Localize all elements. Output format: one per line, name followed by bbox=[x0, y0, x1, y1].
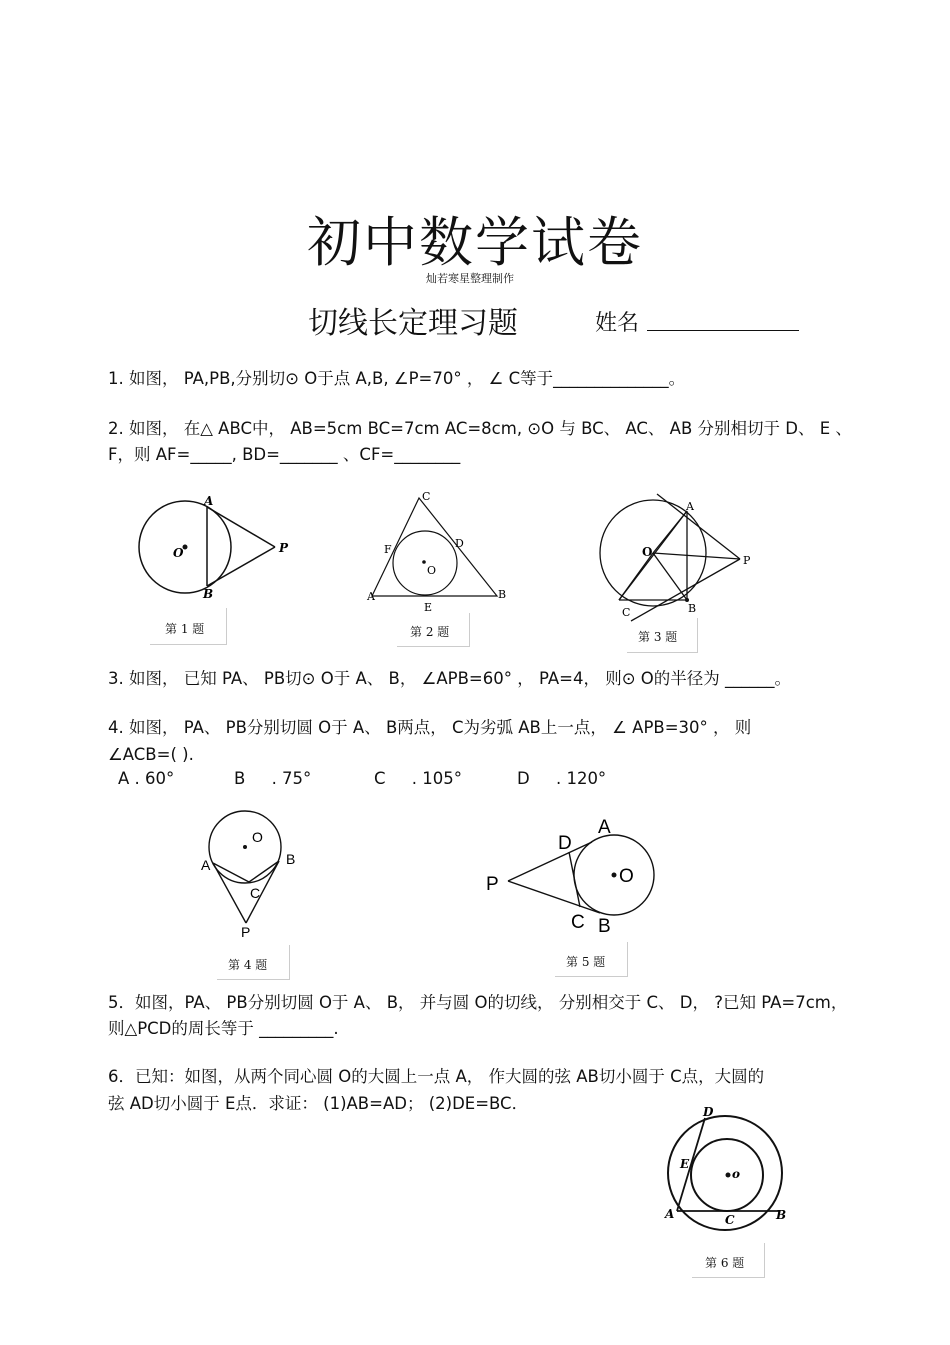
fig5-label-p: P bbox=[486, 874, 499, 895]
question-5-line-2: 则△PCD的周长等于 _________. bbox=[108, 1019, 339, 1038]
fig6-label-a: A bbox=[665, 1207, 675, 1221]
figure-2-caption: 第 2 题 bbox=[410, 625, 450, 639]
figure-2-diagram bbox=[362, 485, 512, 615]
fig5-label-c: C bbox=[571, 912, 585, 933]
option-b-value: . 75° bbox=[271, 769, 312, 788]
option-a-value: . 60° bbox=[134, 769, 175, 788]
fig5-label-b: B bbox=[598, 916, 611, 937]
fig1-label-b: B bbox=[203, 587, 214, 601]
question-6-line-2: 弦 AD切小圆于 E点．求证： (1)AB=AD； (2)DE=BC． bbox=[108, 1094, 529, 1113]
page-subtitle: 灿若寒星整理制作 bbox=[426, 272, 514, 285]
fig3-label-c: C bbox=[622, 606, 631, 619]
option-b[interactable] bbox=[234, 768, 311, 790]
option-c-value: . 105° bbox=[411, 769, 462, 788]
fig2-label-o: O bbox=[427, 564, 437, 577]
question-3: 3. 如图， 已知 PA、 PB切⊙ O于 A、 B， ∠APB=60° ， PA=4， 则⊙ O的半径为 ______。 bbox=[108, 669, 792, 688]
figure-3-caption: 第 3 题 bbox=[638, 630, 678, 644]
fig2-label-a: A bbox=[367, 590, 375, 603]
option-d-value: . 120° bbox=[555, 769, 607, 788]
fig3-label-o: O bbox=[642, 545, 653, 559]
page-title: 初中数学试卷 bbox=[307, 211, 643, 274]
question-5-line-1: 5．如图，PA、 PB分别切圆 O于 A、 B， 并与圆 O的切线， 分别相交于 C、 D， ?已知 PA=7cm， bbox=[108, 993, 848, 1012]
figure-6-diagram bbox=[655, 1100, 800, 1235]
fig1-label-o: O bbox=[173, 546, 184, 560]
question-4-line-1: 4. 如图， PA、 PB分别切圆 O于 A、 B两点， C为劣弧 AB上一点， ∠ APB=30° ， 则 bbox=[108, 718, 752, 737]
fig2-label-f: F bbox=[384, 543, 392, 556]
figure-6-caption: 第 6 题 bbox=[705, 1256, 745, 1270]
figure-5-diagram bbox=[480, 812, 665, 940]
fig4-label-p: P bbox=[241, 924, 251, 940]
fig4-label-b: B bbox=[286, 851, 296, 867]
fig6-label-c: C bbox=[725, 1213, 735, 1227]
name-blank-line[interactable] bbox=[647, 330, 799, 331]
fig4-label-c: C bbox=[250, 885, 261, 901]
fig4-label-a: A bbox=[201, 857, 211, 873]
option-c-letter: C bbox=[374, 769, 386, 788]
option-d-letter: D bbox=[517, 769, 530, 788]
option-c[interactable] bbox=[374, 768, 462, 790]
fig3-label-a: A bbox=[686, 500, 694, 513]
option-b-letter: B bbox=[234, 769, 246, 788]
name-label: 姓名 bbox=[595, 311, 640, 336]
question-2-line-2: F，则 AF=_____, BD=_______ 、CF=________ bbox=[108, 445, 461, 464]
fig1-label-a: A bbox=[204, 494, 214, 508]
fig6-label-b: B bbox=[776, 1208, 787, 1222]
fig5-label-a: A bbox=[598, 817, 611, 838]
fig6-label-e: E bbox=[680, 1157, 690, 1171]
fig2-label-c: C bbox=[422, 490, 431, 503]
question-6-line-1: 6．已知：如图，从两个同心圆 O的大圆上一点 A， 作大圆的弦 AB切小圆于 C点，大圆的 bbox=[108, 1067, 765, 1086]
option-a-letter: A bbox=[118, 769, 130, 788]
fig1-label-p: P bbox=[279, 541, 289, 555]
fig3-label-p: P bbox=[743, 554, 751, 567]
fig3-label-b: B bbox=[688, 602, 697, 615]
fig6-label-d: D bbox=[703, 1105, 714, 1119]
fig2-label-e: E bbox=[424, 601, 433, 614]
fig2-label-d: D bbox=[455, 537, 464, 550]
fig6-label-o: o bbox=[732, 1167, 741, 1181]
figure-4-diagram bbox=[195, 805, 305, 945]
figure-3-diagram bbox=[595, 488, 760, 623]
figure-1-caption: 第 1 题 bbox=[165, 622, 205, 636]
question-4-line-2: ∠ACB=( ). bbox=[108, 745, 194, 764]
question-1: 1. 如图， PA,PB,分别切⊙ O于点 A,B, ∠P=70° ， ∠ C等于______________。 bbox=[108, 369, 686, 388]
option-a[interactable] bbox=[118, 768, 174, 790]
figure-1-diagram bbox=[130, 490, 300, 605]
option-d[interactable] bbox=[517, 768, 606, 790]
fig4-label-o: O bbox=[252, 829, 263, 845]
figure-4-caption: 第 4 题 bbox=[228, 958, 268, 972]
fig5-label-d: D bbox=[558, 833, 572, 854]
question-2-line-1: 2. 如图， 在△ ABC中， AB=5cm BC=7cm AC=8cm, ⊙O 与 BC、 AC、 AB 分别相切于 D、 E 、 bbox=[108, 419, 852, 438]
fig2-label-b: B bbox=[498, 588, 507, 601]
section-heading: 切线长定理习题 bbox=[308, 306, 518, 341]
fig5-label-o: O bbox=[619, 866, 634, 887]
figure-5-caption: 第 5 题 bbox=[566, 955, 606, 969]
